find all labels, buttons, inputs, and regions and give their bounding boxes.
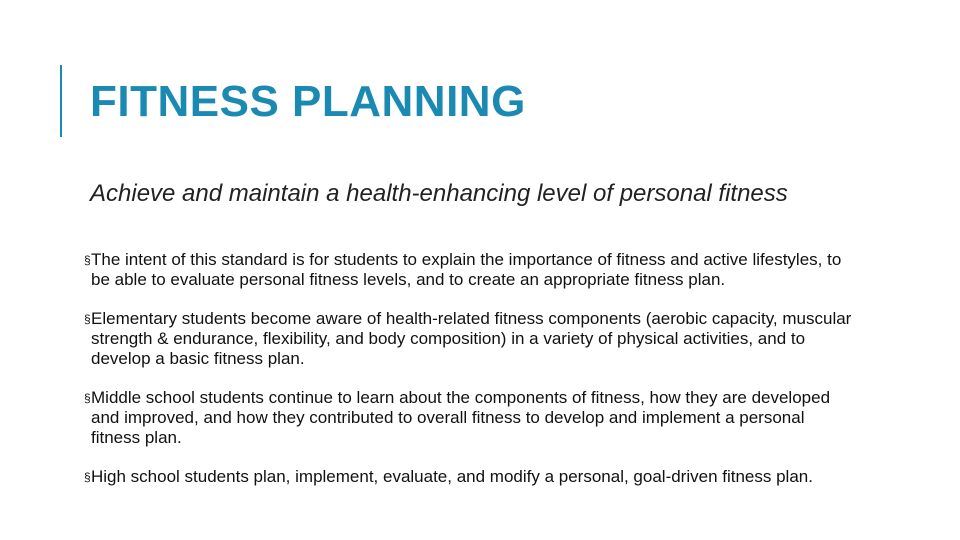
bullet-marker-icon: §	[84, 391, 91, 405]
bullet-item	[84, 309, 858, 369]
bullet-item	[84, 388, 858, 448]
bullet-text: The intent of this standard is for students to explain the importance of fitness and active lifestyles, to be able to evaluate personal fitness levels, and to create an appropriate fitness plan.	[91, 250, 842, 289]
bullet-text: Middle school students continue to learn about the components of fitness, how they are developed and improved, and how they contributed to overall fitness to develop and implement a personal fitness plan.	[91, 388, 831, 447]
title-accent-rule	[60, 65, 62, 137]
bullet-item	[84, 467, 858, 487]
slide-title: FITNESS PLANNING	[90, 77, 526, 126]
bullet-text: Elementary students become aware of health-related fitness components (aerobic capacity, muscular strength & endurance, flexibility, and body composition) in a variety of physical activities, and to develop a basic fitness plan.	[91, 309, 852, 368]
bullet-text: High school students plan, implement, evaluate, and modify a personal, goal-driven fitness plan.	[91, 467, 813, 486]
bullet-list	[84, 250, 858, 506]
bullet-marker-icon: §	[84, 312, 91, 326]
slide-subtitle: Achieve and maintain a health-enhancing level of personal fitness	[90, 180, 788, 207]
bullet-marker-icon: §	[84, 253, 91, 267]
bullet-item	[84, 250, 858, 290]
bullet-marker-icon: §	[84, 470, 91, 484]
